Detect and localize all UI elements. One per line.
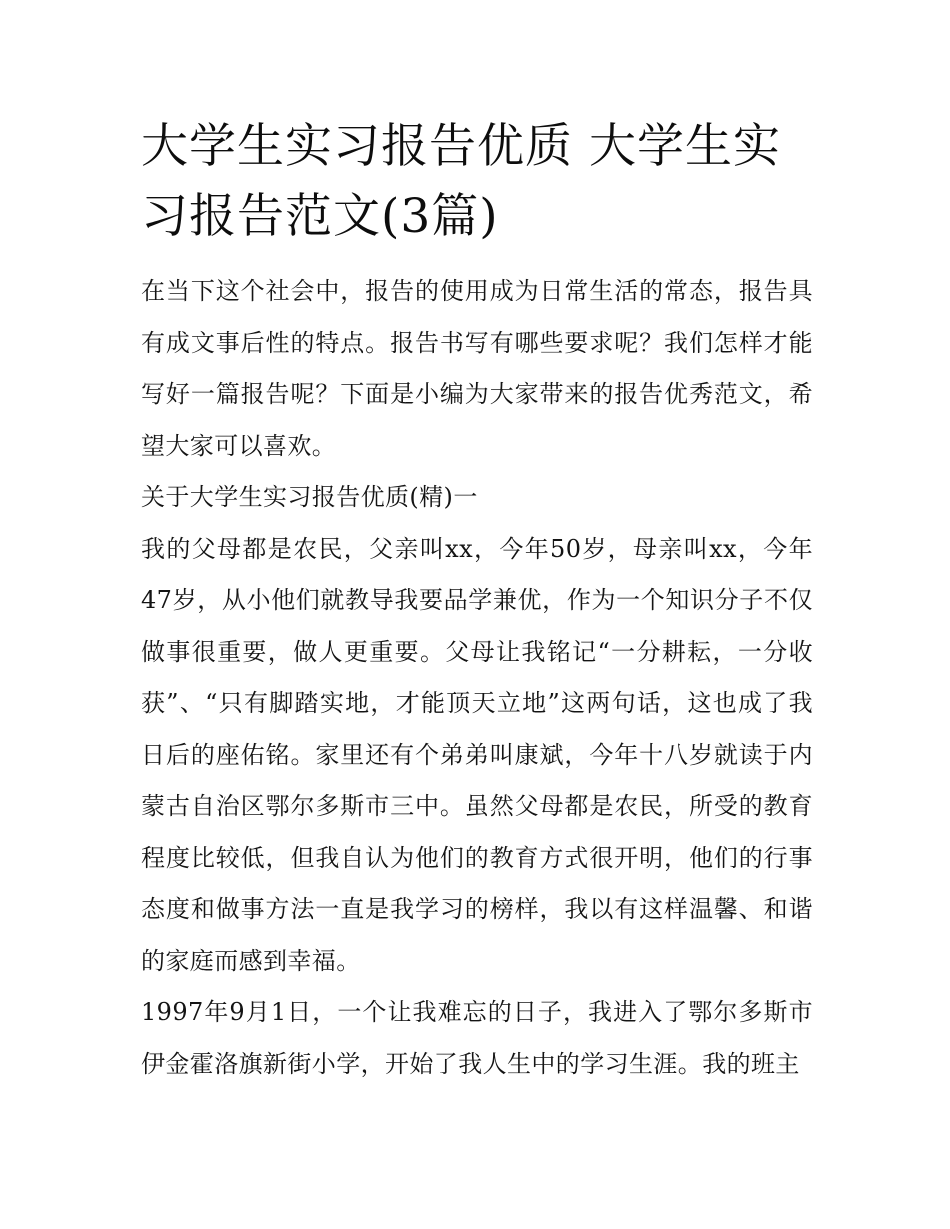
document-title: 大学生实习报告优质 大学生实习报告范文(3篇) xyxy=(141,119,781,244)
school-paragraph: 1997年9月1日，一个让我难忘的日子，我进入了鄂尔多斯市伊金霍洛旗新街小学，开始了我人生中的学习生涯。我的班主 xyxy=(141,998,813,1078)
family-paragraph: 我的父母都是农民，父亲叫xx，今年50岁，母亲叫xx，今年47岁，从小他们就教导我要品学兼优，作为一个知识分子不仅做事很重要，做人更重要。父母让我铭记“一分耕耘，一分收获”、“只有脚踏实地，才能顶天立地”这两句话，这也成了我日后的座佑铭。家里还有个弟弟叫康斌，今年十八岁就读于内蒙古自治区鄂尔多斯市三中。虽然父母都是农民，所受的教育程度比较低，但我自认为他们的教育方式很开明，他们的行事态度和做事方法一直是我学习的榜样，我以有这样温馨、和谐的家庭而感到幸福。 xyxy=(141,534,813,975)
intro-paragraph: 在当下这个社会中，报告的使用成为日常生活的常态，报告具有成文事后性的特点。报告书写有哪些要求呢？我们怎样才能写好一篇报告呢？下面是小编为大家带来的报告优秀范文，希望大家可以喜欢。 xyxy=(141,277,813,460)
section-heading: 关于大学生实习报告优质(精)一 xyxy=(141,483,478,511)
document-body xyxy=(141,112,813,1090)
